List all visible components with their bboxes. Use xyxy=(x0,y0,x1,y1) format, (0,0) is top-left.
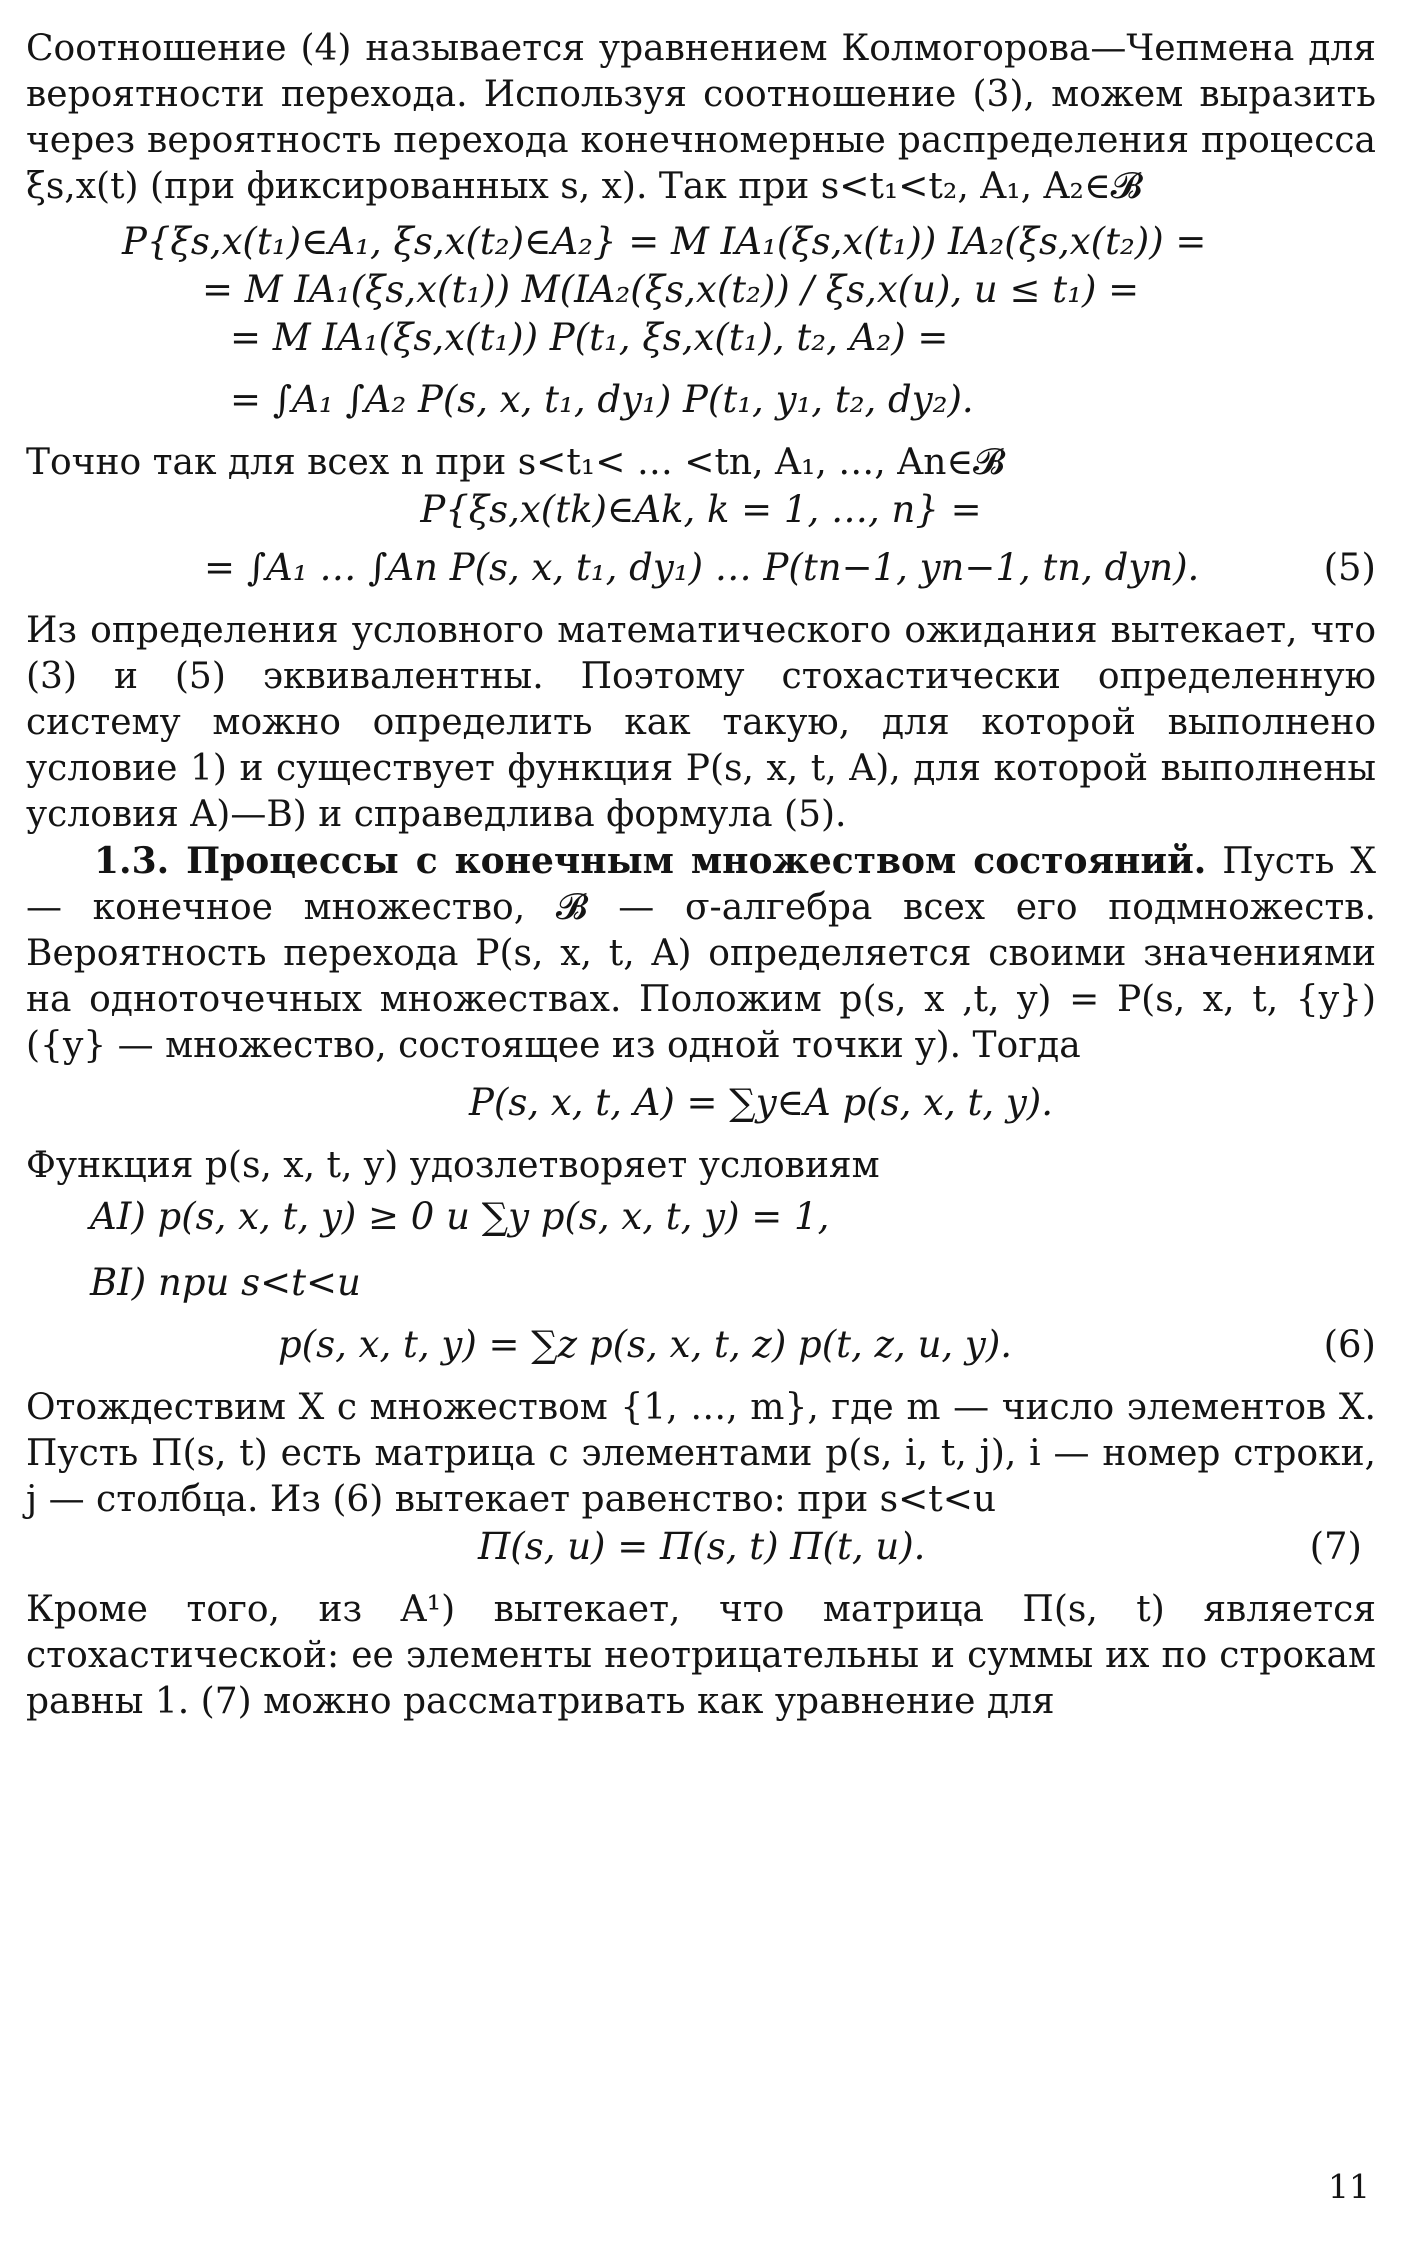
equation-7-expression: Π(s, u) = Π(s, t) Π(t, u). xyxy=(478,1525,926,1568)
equation-5-number: (5) xyxy=(1323,546,1376,589)
equation-7-line xyxy=(26,1523,1376,1571)
condition-b-prime: BI) при s<t<u xyxy=(90,1261,361,1304)
equation-sum-over-set: P(s, x, t, A) = ∑y∈A p(s, x, t, y). xyxy=(469,1081,1053,1124)
equation-5-expression: = ∫A₁ … ∫An P(s, x, t₁, dy₁) … P(tn−1, yn−1, tn, dyn). xyxy=(204,546,1200,589)
equation-joint-distribution-line-4: = ∫A₁ ∫A₂ P(s, x, t₁, dy₁) P(t₁, y₁, t₂, dy₂). xyxy=(230,378,974,421)
equation-5-line-2 xyxy=(26,544,1376,592)
equation-6-number: (6) xyxy=(1323,1323,1376,1366)
equation-joint-distribution-line-2: = M IA₁(ξs,x(t₁)) M(IA₂(ξs,x(t₂)) / ξs,x(u), u ≤ t₁) = xyxy=(202,268,1140,311)
equation-joint-distribution-line-3: = M IA₁(ξs,x(t₁)) P(t₁, ξs,x(t₁), t₂, A₂) = xyxy=(230,316,949,359)
paragraph-general-n: Точно так для всех n при s<t₁< … <tn, A₁, …, An∈𝓑 xyxy=(26,442,1005,483)
paragraph-matrix-definition: Отождествим X с множеством {1, …, m}, где m — число элементов X. Пусть Π(s, t) есть матрица с элементами p(s, i, t, j), i — номер строки, j — столбца. Из (6) вытекает равенство: при s<t<u xyxy=(26,1387,1376,1520)
equation-5-line-1: P{ξs,x(tk)∈Ak, k = 1, …, n} = xyxy=(420,488,982,531)
paragraph-finite-states xyxy=(26,838,1376,1069)
equation-6-expression: p(s, x, t, y) = ∑z p(s, x, t, z) p(t, z, u, y). xyxy=(278,1323,1013,1366)
condition-a-prime: AI) p(s, x, t, y) ≥ 0 и ∑y p(s, x, t, y) = 1, xyxy=(90,1195,830,1238)
equation-7-number: (7) xyxy=(1309,1525,1362,1568)
paragraph-kolmogorov-chapman: Соотношение (4) называется уравнением Колмогорова—Чепмена для вероятности перехода. Используя соотношение (3), можем выразить через вероятность перехода конечномерные распределения процесса ξs,x(t) (при фиксированных s, x). Так при s<t₁<t₂, A₁, A₂∈𝓑 xyxy=(26,28,1376,207)
section-heading: 1.3. Процессы с конечным множеством состояний. xyxy=(94,840,1207,882)
equation-joint-distribution-line-1: P{ξs,x(t₁)∈A₁, ξs,x(t₂)∈A₂} = M IA₁(ξs,x(t₁)) IA₂(ξs,x(t₂)) = xyxy=(122,220,1207,263)
equation-6-line xyxy=(26,1321,1376,1369)
paragraph-finite-states-text: Пусть X — конечное множество, 𝓑 — σ-алгебра всех его подмножеств. Вероятность перехода P(s, x, t, A) определяется своими значениями на одноточечных множествах. Положим p(s, x ,t, y) = P(s, x, t, {y}) ({y} — множество, состоящее из одной точки y). Тогда xyxy=(26,841,1376,1066)
page-number: 11 xyxy=(1328,2167,1370,2206)
paragraph-stochastic-matrix: Кроме того, из A¹) вытекает, что матрица Π(s, t) является стохастической: ее элементы неотрицательны и суммы их по строкам равны 1. (7) можно рассматривать как уравнение для xyxy=(26,1589,1376,1722)
paragraph-function-conditions: Функция p(s, x, t, y) удозлетворяет условиям xyxy=(26,1145,880,1186)
paragraph-equivalence: Из определения условного математического ожидания вытекает, что (3) и (5) эквивалентны. Поэтому стохастически определенную систему можно определить как такую, для которой выполнено условие 1) и существует функция P(s, x, t, A), для которой выполнены условия A)—B) и справедлива формула (5). xyxy=(26,610,1376,835)
